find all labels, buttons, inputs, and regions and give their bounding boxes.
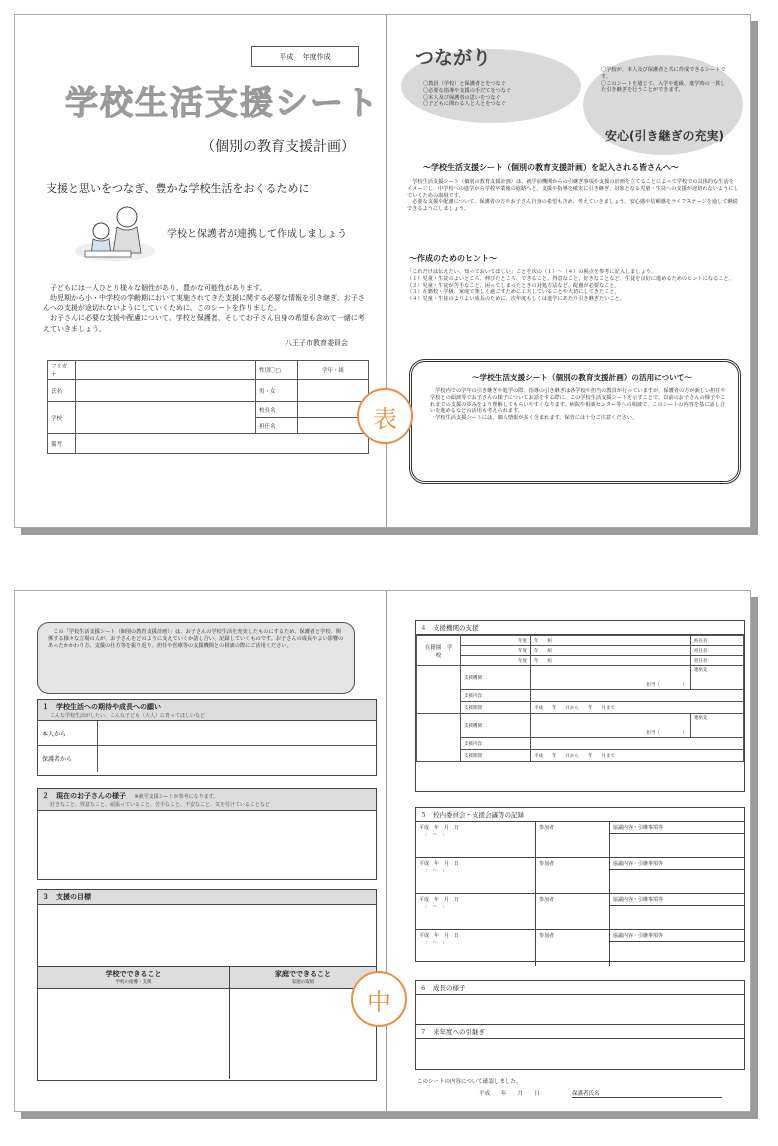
attendees-label: 参加者 <box>539 897 555 903</box>
usage-paragraph: 学校生活支援シートには、個人情報が多く含まれます。保管には十分ご注意ください。 <box>435 415 638 421</box>
section-4 <box>415 620 745 792</box>
attendees-cell[interactable] <box>536 822 610 857</box>
hint-item: （１）児童・生徒のよいところ、伸びたところ、できること、得意なこと、好きなことなど、生徒を良好に進めるためのヒントになること。 <box>407 275 734 282</box>
guardian-signature[interactable]: 保護者氏名 <box>572 1089 722 1098</box>
cover-page <box>15 15 386 527</box>
connect-item: 〇本人及び保護者の思いをつなぐ <box>423 94 501 101</box>
section-3-goal-field[interactable] <box>38 905 376 967</box>
front-side-badge: 表 <box>357 388 413 444</box>
name-field[interactable] <box>76 380 256 402</box>
connect-title: つながり <box>415 47 492 69</box>
section-7-header: ７ 来年度への引継ぎ <box>416 1025 744 1039</box>
grade-cell: 年 組 <box>531 646 691 656</box>
section-6-7 <box>415 980 745 1070</box>
relief-title: 安心(引き継ぎの充実) <box>605 129 724 143</box>
home-column-title: 家庭でできること <box>275 970 331 978</box>
section-2-header <box>38 789 376 811</box>
meeting-time: ： ～ ： <box>425 868 448 874</box>
discussion-label: 協議内容・引継事項等 <box>610 930 744 942</box>
from-child-field[interactable] <box>98 721 376 745</box>
confirm-text: このシートの内容について確認しました。 <box>417 1079 522 1085</box>
connect-item: 〇子どもに関わる人と人とをつなぐ <box>423 101 507 108</box>
home-column-subtitle: 家庭の取組 <box>291 980 315 985</box>
agency-block-2 <box>417 714 461 762</box>
attendees-label: 参加者 <box>539 825 555 831</box>
inside-intro: この「学校生活支援シート（個別の教育支援計画）」は、お子さんの学校生活を充実したものにするため、保護者と学校、関係する様々な立場の人が、お子さんをどのように支えていくか話し合い、記録していくものです。お子さんの成長やよい影響のあったかかわり方、支援の仕方等を振り返り、担任や医療等の支援機関との相談の際にご活用ください。 <box>37 622 355 694</box>
year-cell: 年度 <box>461 646 531 656</box>
intro-paragraph: 子どもには一人ひとり様々な個性があり、豊かな可能性があります。 <box>50 284 267 292</box>
inside-right-page <box>387 591 752 1111</box>
content-label: 支援内容： <box>461 738 531 750</box>
content-field[interactable] <box>531 690 744 702</box>
meeting-row <box>416 858 744 894</box>
agency-block-1 <box>417 666 461 714</box>
inside-spread <box>14 590 751 1112</box>
intro-paragraph: 幼児期から小・中学校の学齢期において実施されてきた支援に関する必要な情報を引き継ぎ、お子さんへの支援が途切れないようにしていくために、このシートを作りました。 <box>43 294 365 313</box>
usage-paragraph: 学校内での学年の引き継ぎや進学の際、指導の引き継ぎは各学校や担当の教員が行っていますが、保護者の方が新しい担任や学校との面談等でお子さんの様子についてお話をする際に、この学校生活支援シートを示すことで、以前のお子さんの様子やこれまでの支援の歩みをより理解してもらいやすくなります。病院や相談センター等への相談で、このシートの内容を基に話し合いを進めるなどの活用も考えられます。 <box>430 388 726 415</box>
meeting-date-cell[interactable] <box>416 822 536 857</box>
discussion-label: 協議内容・引継事項等 <box>610 894 744 906</box>
period-value: 平成 年 月から 年 月まで <box>531 702 744 714</box>
relief-item: 〇このシートを通じて、入学や進級、進学時の一貫した引き継ぎを行うことができます。 <box>601 80 726 94</box>
grade-cell: 年 組 <box>531 636 691 646</box>
contact-label: 連絡先 <box>691 666 744 690</box>
school-label: 学校 <box>48 402 76 434</box>
grade-cell: 年 組 <box>531 656 691 666</box>
section-2 <box>37 788 377 880</box>
grade-field[interactable] <box>298 380 369 402</box>
remarks-label: 備考 <box>48 434 76 454</box>
hint-item: （２）児童・生徒が苦手なこと、困ってしまったときの対処方法など、配慮が必要なこと。 <box>407 282 620 289</box>
audience-text <box>407 179 739 213</box>
audience-heading: ～学校生活支援シート（個別の教育支援計画）を記入される皆さんへ～ <box>423 163 679 172</box>
period-label: 支援期間： <box>461 702 531 714</box>
meeting-date: 平成 年 月 日 <box>419 897 460 903</box>
discussion-cell[interactable] <box>610 930 744 966</box>
inside-left-page <box>15 591 386 1111</box>
parent-child-illustration <box>71 203 161 265</box>
attendees-cell[interactable] <box>536 930 610 966</box>
illustration-caption: 学校と保護者が連携して作成しましょう <box>167 229 347 240</box>
section-6-header: ６ 成長の様子 <box>416 981 744 995</box>
section-3 <box>37 889 377 1081</box>
furigana-label: フリガナ <box>48 361 76 380</box>
agency-label: 支援機関： <box>461 666 531 690</box>
gender-value[interactable]: 男・女 <box>256 380 298 402</box>
meeting-row <box>416 894 744 930</box>
content-label: 支援内容： <box>461 690 531 702</box>
hints-intro: 「これだけは伝えたい、知っておいてほしい」ことを次の（１）～（４）の視点を参考に記入しましょう。 <box>407 269 657 275</box>
attendees-cell[interactable] <box>536 858 610 893</box>
contact-label: 連絡先 <box>691 714 744 738</box>
enrolled-label: 在籍園 学 校 <box>417 636 461 666</box>
school-field[interactable] <box>76 402 256 434</box>
meeting-date-cell[interactable] <box>416 930 536 966</box>
attendees-label: 参加者 <box>539 933 555 939</box>
principal-label: 校長名 <box>256 402 298 418</box>
name-label: 氏名 <box>48 380 76 402</box>
section-2-note: ※就学支援シートが参考になります。 <box>134 794 219 800</box>
meeting-time: ： ～ ： <box>425 904 448 910</box>
section-3-header: ３ 支援の目標 <box>38 890 376 905</box>
school-column-title: 学校でできること <box>105 970 162 978</box>
slogan: 支援と思いをつなぎ、豊かな学校生活をおくるために <box>46 182 310 195</box>
usage-box <box>409 359 741 484</box>
person-label: 担当（ ） <box>531 666 691 690</box>
profile-form <box>47 360 369 454</box>
year-cell: 年度 <box>461 656 531 666</box>
homeroom-cell: 担任名： <box>691 656 744 666</box>
relief-list <box>601 67 729 94</box>
discussion-cell[interactable] <box>610 822 744 857</box>
sheet-title: 学校生活支援シート <box>65 83 380 122</box>
section-1-title: １ 学校生活への期待や成長への願い <box>42 703 161 711</box>
agency-label: 支援機関： <box>461 714 531 738</box>
meeting-date: 平成 年 月 日 <box>419 933 460 939</box>
hint-item: （４）児童・生徒のよりよい成長のために、次年度もしくは進学にあたり引き継ぎたいこと。 <box>407 296 625 302</box>
content-field[interactable] <box>531 738 744 750</box>
section-1-subtitle: こんな学校生活がしたい、こんな子ども（大人）に育ってほしいなど <box>50 713 206 719</box>
growth-field[interactable] <box>416 995 744 1025</box>
year-cell: 年度 <box>461 636 531 646</box>
intro-paragraph: お子さんに必要な支援や配慮について、学校と保護者、そしてお子さん自身の希望も含めて一緒に考えていきましょう。 <box>43 314 365 333</box>
cover-intro <box>43 283 368 334</box>
front-spread <box>14 14 751 528</box>
usage-heading: ～学校生活支援シート（個別の教育支援計画）の活用について～ <box>471 373 693 382</box>
relief-item: 〇学校が、本人及び保護者と共に作成できるシートです。 <box>601 67 726 80</box>
sheet-subtitle: （個別の教育支援計画） <box>201 139 355 155</box>
hints-text <box>407 269 739 303</box>
from-child-label: 本人から <box>38 721 98 745</box>
meeting-row <box>416 822 744 858</box>
from-guardian-field[interactable] <box>98 746 376 772</box>
school-field[interactable] <box>38 989 230 1079</box>
discussion-cell[interactable] <box>610 894 744 929</box>
date-box: 平成 年度作成 <box>251 46 359 67</box>
meeting-records <box>416 822 744 966</box>
section-1 <box>37 699 377 776</box>
discussion-label: 協議内容・引継事項等 <box>610 822 744 834</box>
meeting-date: 平成 年 月 日 <box>419 861 460 867</box>
hint-item: （３）在籍校・学級、家庭で楽しく過ごすために工夫していることや大切にしてきたこと。 <box>407 289 620 296</box>
homeroom-cell: 担任名： <box>691 646 744 656</box>
attendees-cell[interactable] <box>536 894 610 929</box>
discussion-label: 協議内容・引継事項等 <box>610 858 744 870</box>
issuer: 八王子市教育委員会 <box>285 339 348 347</box>
info-page <box>387 15 752 527</box>
section-1-header <box>38 700 376 721</box>
remarks-field[interactable] <box>76 434 369 454</box>
gender-label: 性別〇□ <box>256 361 298 380</box>
section-2-subtitle: 好きなこと、得意なこと、頑張っていること、苦手なこと、不安なこと、気を付けていることなど <box>50 802 271 808</box>
section-2-field[interactable] <box>38 811 376 881</box>
meeting-date-cell[interactable] <box>416 894 536 929</box>
confirm-date: 平成 年 月 日 <box>479 1091 540 1097</box>
agency-table <box>416 635 744 762</box>
from-guardian-label: 保護者から <box>38 746 98 772</box>
meeting-time: ： ～ ： <box>425 940 448 946</box>
period-label: 支援期間： <box>461 750 531 762</box>
connect-list <box>423 81 563 108</box>
meeting-date: 平成 年 月 日 <box>419 825 460 831</box>
meeting-date-cell[interactable] <box>416 858 536 893</box>
grade-label: 学年・組 <box>298 361 369 380</box>
audience-paragraph: 学校生活支援シート（個別の教育支援計画）は、就学前機関からの引継ぎ事項や支援の計画を立てることによって学校での具体的な生活をイメージし、中学校への進学から学校卒業後の進路へと、支援や指導を確実に引き継ぎ、対象となる児童・生徒への支援が途切れないようにしていくための取組です。 <box>407 179 739 199</box>
section-4-header: ４ 支援機関の支援 <box>416 621 744 635</box>
handover-field[interactable] <box>416 1039 744 1067</box>
section-5 <box>415 807 745 962</box>
attendees-label: 参加者 <box>539 861 555 867</box>
section-5-header: ５ 校内委員会・支援会議等の記録 <box>416 808 744 822</box>
principal-cell: 校長名： <box>691 636 744 646</box>
connect-item: 〇教員（学校）と保護者とをつなぐ <box>423 81 507 87</box>
section-2-title: ２ 現在のお子さんの様子 <box>42 792 126 800</box>
audience-paragraph: 必要な支援や配慮について、保護者の方やお子さん自身の希望も含め、考えていきましょう。安心感や信頼感をライフステージを通して継続できるようにしましょう。 <box>407 199 738 212</box>
person-label: 担当（ ） <box>531 714 691 738</box>
school-column-subtitle: 学校の指導・支援 <box>115 980 152 985</box>
furigana-field[interactable] <box>76 361 256 380</box>
hints-heading: ～作成のためのヒント～ <box>409 254 497 263</box>
meeting-row <box>416 930 744 966</box>
period-value: 平成 年 月から 年 月まで <box>531 750 744 762</box>
connect-item: 〇必要な指導や支援の手だてをつなぐ <box>423 87 512 94</box>
homeroom-label: 担任名 <box>256 418 298 434</box>
meeting-time: ： ～ ： <box>425 832 448 838</box>
discussion-cell[interactable] <box>610 858 744 893</box>
school-column-header <box>38 967 230 988</box>
inside-side-badge: 中 <box>351 971 407 1027</box>
